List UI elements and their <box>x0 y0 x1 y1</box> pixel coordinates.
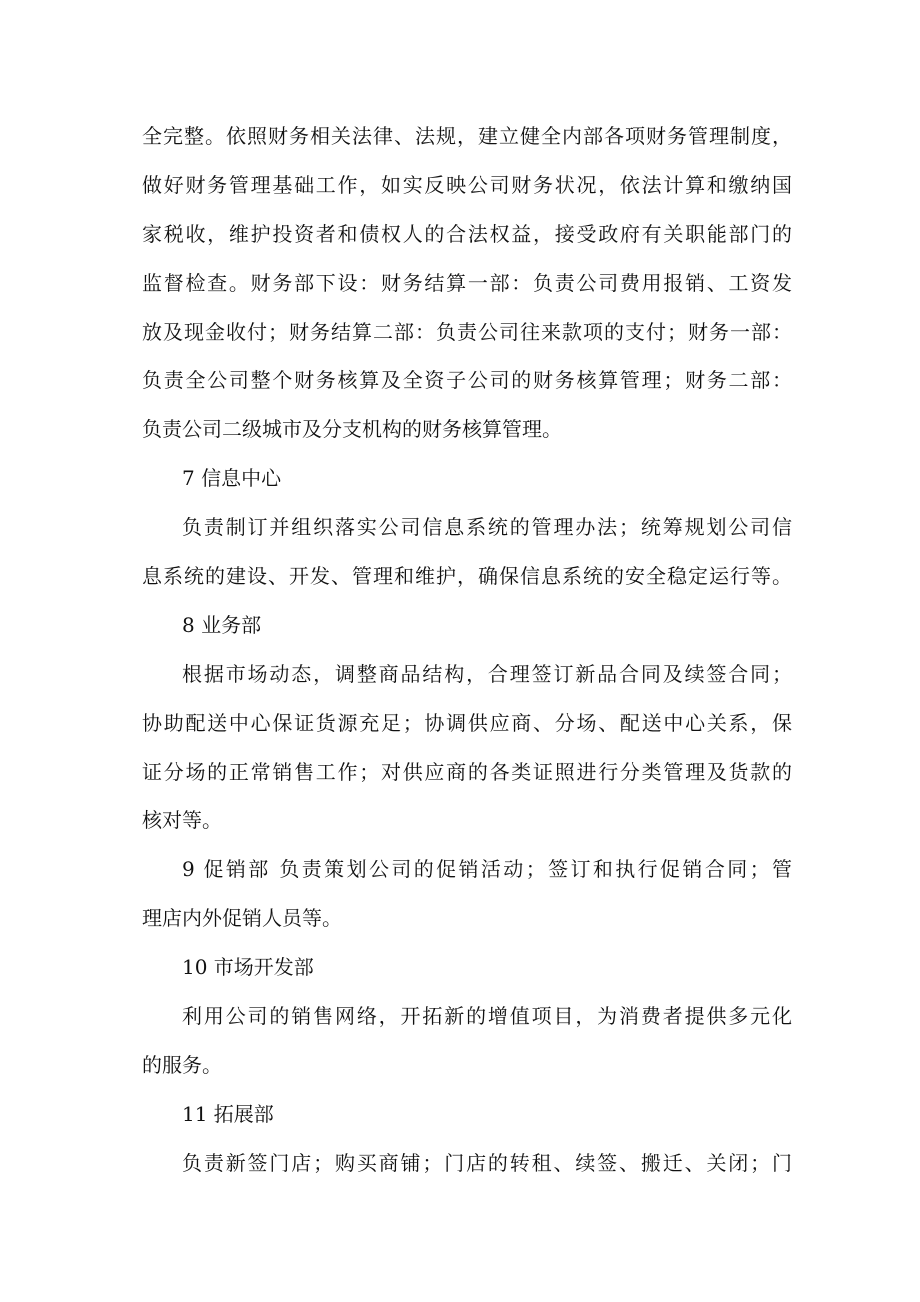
text-line: 放及现金收付；财务结算二部：负责公司往来款项的支付；财务一部： <box>142 319 792 344</box>
text-line: 家税收，维护投资者和债权人的合法权益，接受政府有关职能部门的 <box>142 221 792 246</box>
section-heading-market-development: 10 市场开发部 <box>182 955 314 980</box>
section-heading-information-center: 7 信息中心 <box>182 466 282 491</box>
text-line: 负责制订并组织落实公司信息系统的管理办法；统筹规划公司信 <box>182 515 792 540</box>
text-line: 负责新签门店；购买商铺；门店的转租、续签、搬迁、关闭；门 <box>182 1150 792 1175</box>
text-line: 根据市场动态，调整商品结构，合理签订新品合同及续签合同； <box>182 661 792 686</box>
text-line: 全完整。依照财务相关法律、法规，建立健全内部各项财务管理制度， <box>142 124 792 148</box>
text-line: 做好财务管理基础工作，如实反映公司财务状况，依法计算和缴纳国 <box>142 172 792 197</box>
text-line: 负责全公司整个财务核算及全资子公司的财务核算管理；财务二部： <box>142 368 792 393</box>
text-line: 证分场的正常销售工作；对供应商的各类证照进行分类管理及货款的 <box>142 759 792 784</box>
text-line: 息系统的建设、开发、管理和维护，确保信息系统的安全稳定运行等。 <box>142 564 792 589</box>
document-body <box>142 112 792 1188</box>
text-line: 的服务。 <box>142 1052 222 1077</box>
text-line: 负责公司二级城市及分支机构的财务核算管理。 <box>142 417 562 442</box>
section-heading-promotion-dept: 9 促销部 负责策划公司的促销活动；签订和执行促销合同；管 <box>182 857 792 882</box>
section-heading-business-dept: 8 业务部 <box>182 612 262 637</box>
text-line: 利用公司的销售网络，开拓新的增值项目，为消费者提供多元化 <box>182 1004 792 1029</box>
section-heading-expansion-dept: 11 拓展部 <box>182 1101 274 1126</box>
text-line: 监督检查。财务部下设：财务结算一部：负责公司费用报销、工资发 <box>142 270 792 295</box>
text-line: 核对等。 <box>142 808 222 833</box>
text-line: 协助配送中心保证货源充足；协调供应商、分场、配送中心关系，保 <box>142 710 792 735</box>
text-line: 理店内外促销人员等。 <box>142 906 342 931</box>
